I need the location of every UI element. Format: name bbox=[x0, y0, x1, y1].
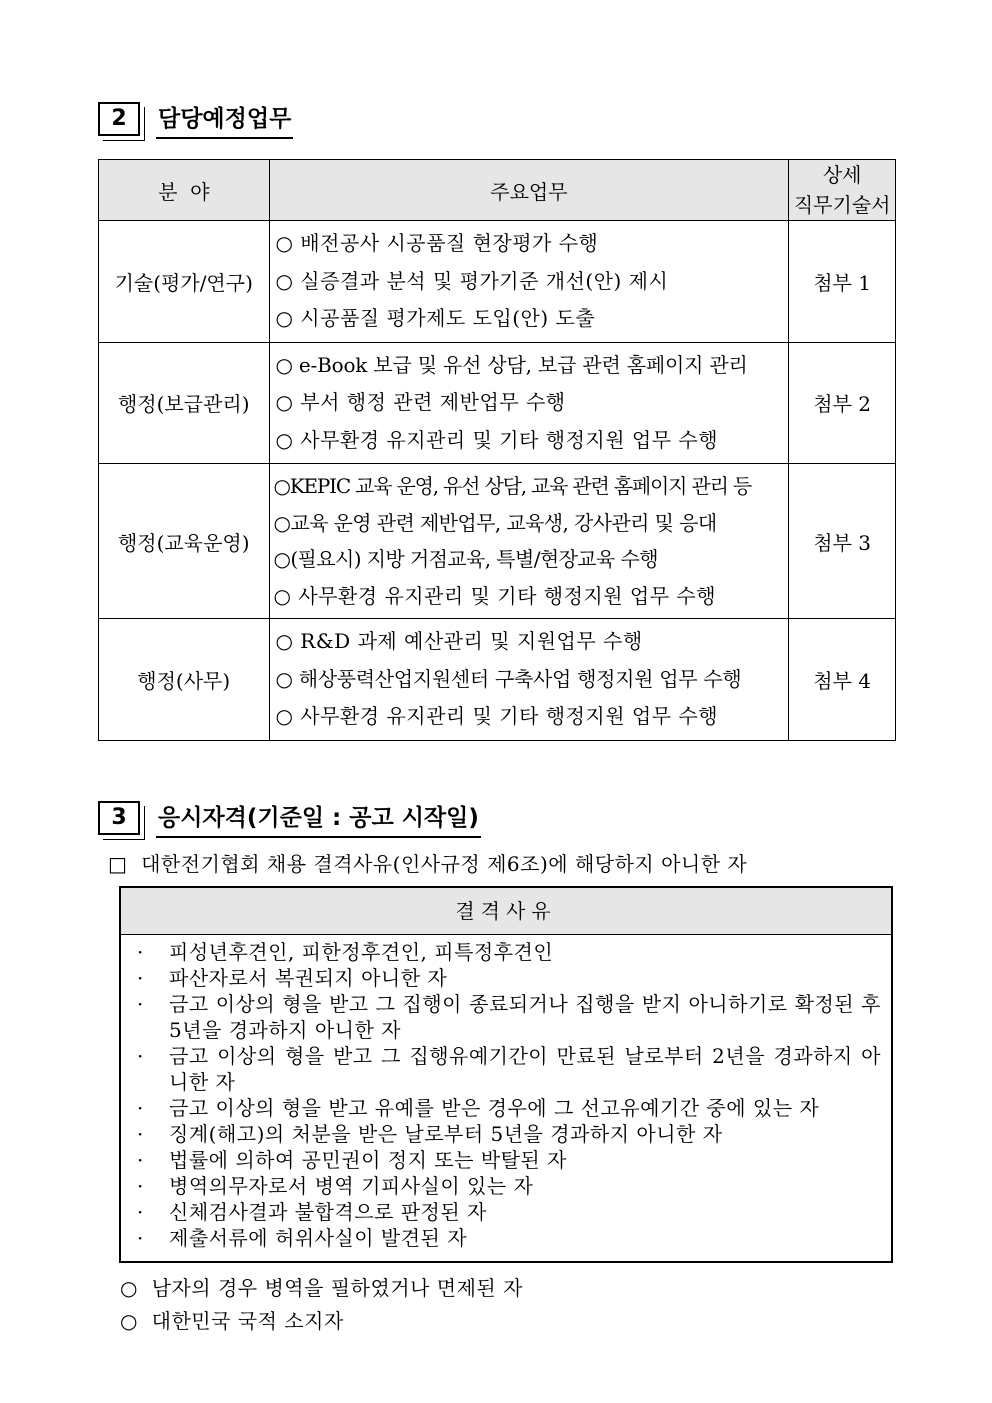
task-item: ○ 해상풍력산업지원센터 구축사업 행정지원 업무 수행 bbox=[275, 666, 742, 691]
disqualification-text: 제출서류에 허위사실이 발견된 자 bbox=[169, 1226, 468, 1250]
disqualification-item bbox=[137, 1173, 881, 1199]
additional-requirement: ○ 대한민국 국적 소지자 bbox=[120, 1309, 344, 1333]
disqualification-item bbox=[137, 939, 881, 965]
bullet-dot: · bbox=[137, 1044, 144, 1068]
task-item: ○ e-Book 보급 및 유선 상담, 보급 관련 홈페이지 관리 bbox=[275, 352, 748, 377]
header-detail-line2: 직무기술서 bbox=[793, 193, 891, 217]
row-attachment: 첨부 3 bbox=[789, 464, 896, 619]
disqualification-list bbox=[121, 935, 891, 1251]
task-item: ○ 사무환경 유지관리 및 기타 행정지원 업무 수행 bbox=[275, 704, 719, 728]
disqualification-text: 금고 이상의 형을 받고 유예를 받은 경우에 그 선고유예기간 중에 있는 자 bbox=[169, 1096, 820, 1120]
row-field: 행정(사무) bbox=[99, 619, 270, 741]
bullet-dot: · bbox=[137, 1200, 144, 1224]
disqualification-item bbox=[137, 1147, 881, 1173]
header-tasks: 주요업무 bbox=[269, 160, 789, 221]
disqualification-title: 결격사유 bbox=[121, 888, 891, 935]
row-attachment: 첨부 4 bbox=[789, 619, 896, 741]
disqualification-text: 신체검사결과 불합격으로 판정된 자 bbox=[169, 1200, 487, 1224]
disqualification-item bbox=[137, 965, 881, 991]
disqualification-text: 금고 이상의 형을 받고 그 집행유예기간이 만료된 날로부터 2년을 경과하지 아니한 자 bbox=[169, 1044, 881, 1094]
task-item: ○(필요시) 지방 거점교육, 특별/현장교육 수행 bbox=[273, 547, 658, 571]
bullet-dot: · bbox=[137, 1174, 144, 1198]
task-item: ○ R&D 과제 예산관리 및 지원업무 수행 bbox=[275, 629, 643, 653]
task-item: ○ 배전공사 시공품질 현장평가 수행 bbox=[275, 231, 599, 255]
disqualification-item bbox=[137, 1121, 881, 1147]
section-number-box: 2 bbox=[98, 102, 140, 136]
bullet-dot: · bbox=[137, 1148, 144, 1172]
row-tasks bbox=[269, 342, 789, 464]
eligibility-notice: □ 대한전기협회 채용 결격사유(인사규정 제6조)에 해당하지 아니한 자 bbox=[108, 852, 748, 876]
disqualification-item bbox=[137, 1225, 881, 1251]
task-item: ○ 부서 행정 관련 제반업무 수행 bbox=[275, 390, 566, 414]
row-field: 행정(보급관리) bbox=[99, 342, 270, 464]
row-tasks bbox=[269, 221, 789, 343]
row-field: 행정(교육운영) bbox=[99, 464, 270, 619]
row-field: 기술(평가/연구) bbox=[99, 221, 270, 343]
disqualification-item bbox=[137, 1043, 881, 1095]
disqualification-item bbox=[137, 1095, 881, 1121]
disqualification-item bbox=[137, 991, 881, 1043]
disqualification-item bbox=[137, 1199, 881, 1225]
section-title: 담당예정업무 bbox=[156, 100, 293, 139]
table-row bbox=[99, 342, 896, 464]
disqualification-text: 피성년후견인, 피한정후견인, 피특정후견인 bbox=[169, 940, 554, 964]
bullet-dot: · bbox=[137, 1096, 144, 1120]
task-item: ○ 시공품질 평가제도 도입(안) 도출 bbox=[275, 306, 596, 330]
disqualification-box bbox=[119, 886, 893, 1263]
row-attachment: 첨부 1 bbox=[789, 221, 896, 343]
disqualification-text: 법률에 의하여 공민권이 정지 또는 박탈된 자 bbox=[169, 1148, 567, 1172]
task-item: ○ 사무환경 유지관리 및 기타 행정지원 업무 수행 bbox=[275, 427, 719, 452]
disqualification-text: 금고 이상의 형을 받고 그 집행이 종료되거나 집행을 받지 아니하기로 확정된 후 5년을 경과하지 아니한 자 bbox=[169, 992, 881, 1042]
bullet-dot: · bbox=[137, 992, 144, 1016]
disqualification-text: 징계(해고)의 처분을 받은 날로부터 5년을 경과하지 아니한 자 bbox=[169, 1122, 723, 1146]
table-row bbox=[99, 221, 896, 343]
row-tasks bbox=[269, 464, 789, 619]
additional-requirement: ○ 남자의 경우 병역을 필하였거나 면제된 자 bbox=[120, 1276, 523, 1300]
section-title: 응시자격(기준일 : 공고 시작일) bbox=[156, 799, 481, 838]
bullet-dot: · bbox=[137, 1226, 144, 1250]
table-row bbox=[99, 619, 896, 741]
row-attachment: 첨부 2 bbox=[789, 342, 896, 464]
task-item: ○KEPIC 교육 운영, 유선 상담, 교육 관련 홈페이지 관리 등 bbox=[273, 474, 751, 498]
header-detail-line1: 상세 bbox=[822, 163, 862, 187]
task-item: ○ 실증결과 분석 및 평가기준 개선(안) 제시 bbox=[275, 268, 669, 293]
header-field: 분 야 bbox=[99, 160, 270, 221]
table-row bbox=[99, 464, 896, 619]
table-header-row bbox=[99, 160, 896, 221]
section-number-box: 3 bbox=[98, 801, 140, 835]
bullet-dot: · bbox=[137, 966, 144, 990]
disqualification-text: 파산자로서 복권되지 아니한 자 bbox=[169, 966, 448, 990]
header-detail bbox=[789, 160, 896, 221]
disqualification-text: 병역의무자로서 병역 기피사실이 있는 자 bbox=[169, 1174, 534, 1198]
row-tasks bbox=[269, 619, 789, 741]
bullet-dot: · bbox=[137, 1122, 144, 1146]
duty-table bbox=[98, 159, 896, 741]
bullet-dot: · bbox=[137, 940, 144, 964]
task-item: ○ 사무환경 유지관리 및 기타 행정지원 업무 수행 bbox=[273, 583, 717, 608]
task-item: ○교육 운영 관련 제반업무, 교육생, 강사관리 및 응대 bbox=[273, 510, 717, 535]
